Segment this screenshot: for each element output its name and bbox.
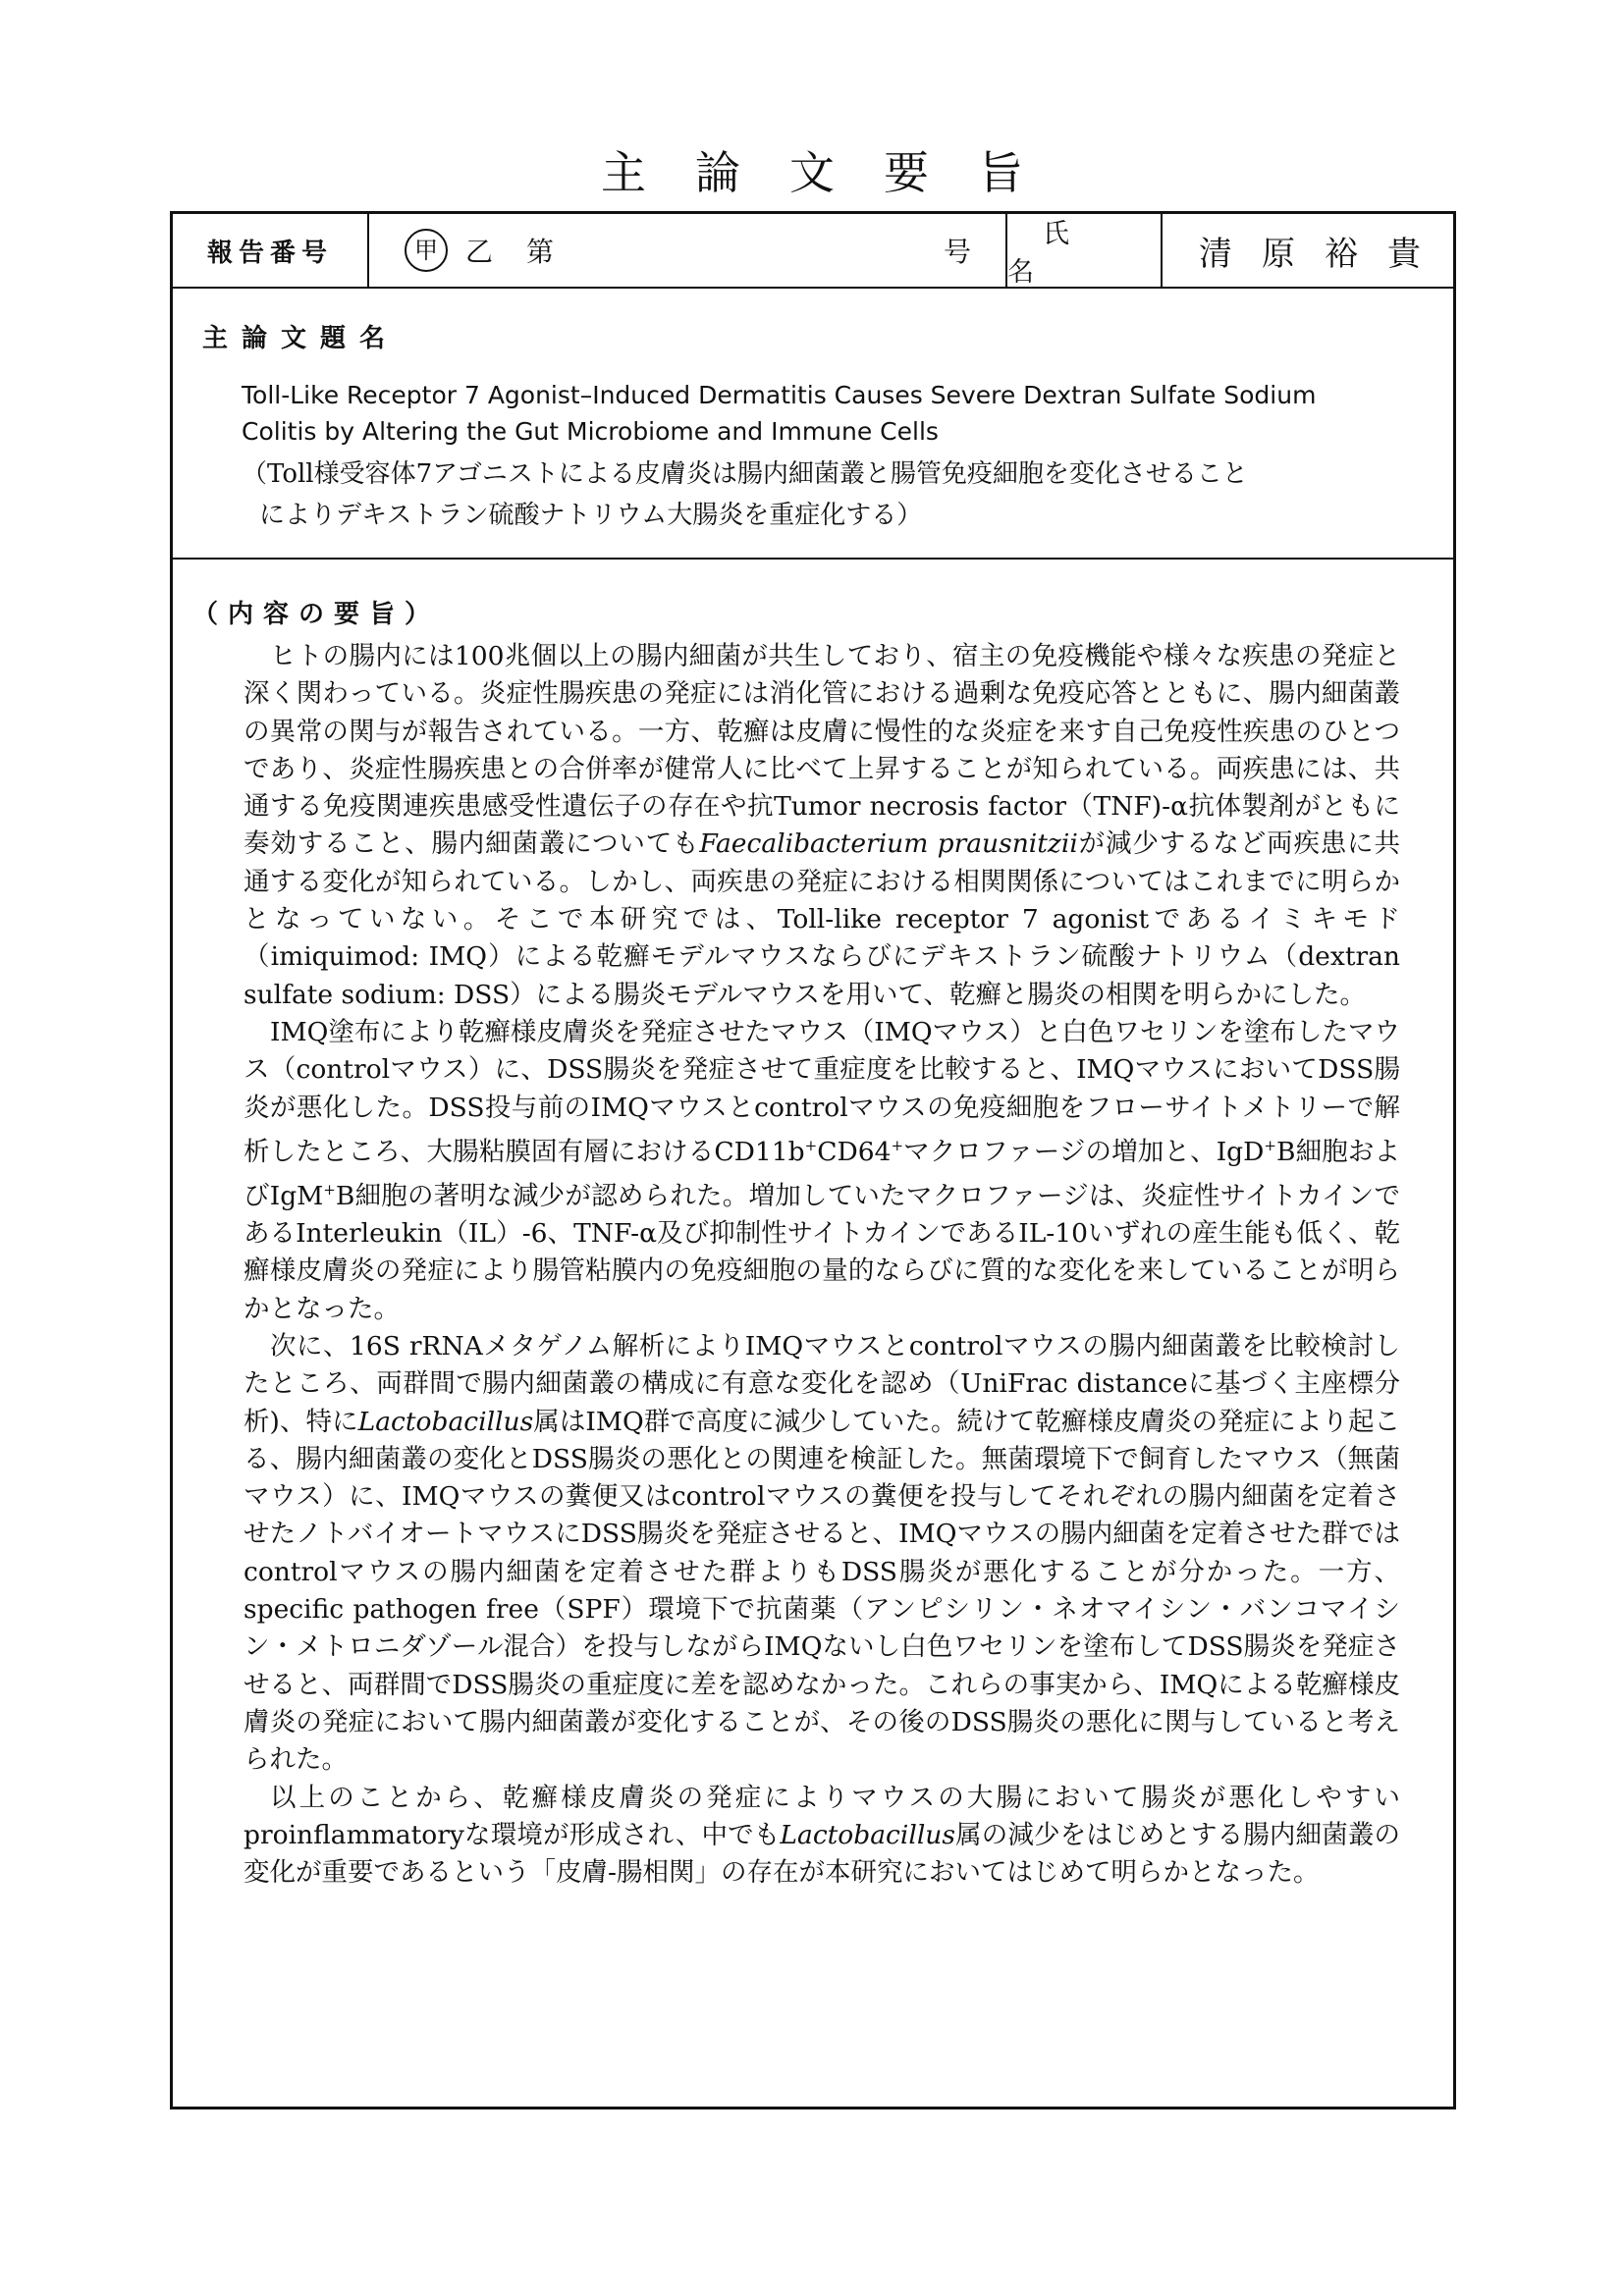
gou-mark: 号 xyxy=(944,236,972,268)
kou-circled-mark: 甲 xyxy=(405,229,448,272)
report-number-label: 報告番号 xyxy=(206,238,333,268)
thesis-title-english xyxy=(242,377,1420,450)
title-ja-line-2: によりデキストラン硫酸ナトリウム大腸炎を重症化する） xyxy=(259,501,923,530)
otsu-mark: 乙 xyxy=(465,236,494,268)
name-label: 氏名 xyxy=(1007,219,1105,288)
title-en-line-2: Colitis by Altering the Gut Microbiome and Immune Cells xyxy=(242,417,939,446)
page-title: 主論文要旨 xyxy=(601,146,1072,199)
thesis-title-japanese xyxy=(242,454,1420,536)
title-en-line-1: Toll-Like Receptor 7 Agonist–Induced Dermatitis Causes Severe Dextran Sulfate Sodium xyxy=(242,381,1317,409)
summary-form xyxy=(170,211,1456,2109)
thesis-title-label: 主論文題名 xyxy=(202,324,400,353)
header-row xyxy=(173,214,1453,289)
summary-label: （内容の要旨） xyxy=(192,600,441,629)
title-ja-line-1: （Toll様受容体7アゴニストによる皮膚炎は腸内細菌叢と腸管免疫細胞を変化させること xyxy=(242,459,1248,489)
summary-paragraph-1: ヒトの腸内には100兆個以上の腸内細菌が共生しており、宿主の免疫機能や様々な疾患の発症と深く関わっている。炎症性腸疾患の発症には消化管における過剰な免疫応答とともに、腸内細菌叢の異常の関与が報告されている。一方、乾癬は皮膚に慢性的な炎症を来す自己免疫性疾患のひとつであり、炎症性腸疾患との合併率が健常人に比べて上昇することが知られている。両疾患には、共通する免疫関連疾患感受性遺伝子の存在や抗Tumor necrosis factor（TNF)-α抗体製剤がともに奏効すること、腸内細菌叢についてもFaecalibacterium prausnitziiが減少するなど両疾患に共通する変化が知られている。しかし、両疾患の発症における相関関係についてはこれまでに明らかとなっていない。そこで本研究では、Toll-like receptor 7 agonistであるイミキモド（imiquimod: IMQ）による乾癬モデルマウスならびにデキストラン硫酸ナトリウム（dextran sulfate sodium: DSS）による腸炎モデルマウスを用いて、乾癬と腸炎の相関を明らかにした。 xyxy=(244,641,1401,1010)
dai-mark: 第 xyxy=(526,236,555,268)
summary-paragraph-3: 次に、16S rRNAメタゲノム解析によりIMQマウスとcontrolマウスの腸内細菌叢を比較検討したところ、両群間で腸内細菌叢の構成に有意な変化を認め（UniFrac distanceに基づく主座標分析)、特にLactobacillus属はIMQ群で高度に減少していた。続けて乾癬様皮膚炎の発症により起こる、腸内細菌叢の変化とDSS腸炎の悪化との関連を検証した。無菌環境下で飼育したマウス（無菌マウス）に、IMQマウスの糞便又はcontrolマウスの糞便を投与してそれぞれの腸内細菌を定着させたノトバイオートマウスにDSS腸炎を発症させると、IMQマウスの腸内細菌を定着させた群ではcontrolマウスの腸内細菌を定着させた群よりもDSS腸炎が悪化することが分かった。一方、specific pathogen free（SPF）環境下で抗菌薬（アンピシリン・ネオマイシン・バンコマイシン・メトロニダゾール混合）を投与しながらIMQないし白色ワセリンを塗布してDSS腸炎を発症させると、両群間でDSS腸炎の重症度に差を認めなかった。これらの事実から、IMQによる乾癬様皮膚炎の発症において腸内細菌叢が変化することが、その後のDSS腸炎の悪化に関与していると考えられた。 xyxy=(244,1331,1401,1776)
report-number-field xyxy=(369,214,1005,287)
thesis-title-row xyxy=(173,289,1453,560)
summary-paragraph-2: IMQ塗布により乾癬様皮膚炎を発症させたマウス（IMQマウス）と白色ワセリンを塗布したマウス（controlマウス）に、DSS腸炎を発症させて重症度を比較すると、IMQマウスにおいてDSS腸炎が悪化した。DSS投与前のIMQマウスとcontrolマウスの免疫細胞をフローサイトメトリーで解析したところ、大腸粘膜固有層におけるCD11b+CD64+マクロファージの増加と、IgD+B細胞およびIgM+B細胞の著明な減少が認められた。増加していたマクロファージは、炎症性サイトカインであるInterleukin（IL）-6、TNF-α及び抑制性サイトカインであるIL-10いずれの産生能も低く、乾癬様皮膚炎の発症により腸管粘膜内の免疫細胞の量的ならびに質的な変化を来していることが明らかとなった。 xyxy=(244,1016,1400,1324)
summary-body xyxy=(244,638,1400,1892)
summary-paragraph-4: 以上のことから、乾癬様皮膚炎の発症によりマウスの大腸において腸炎が悪化しやすいproinflammatoryな環境が形成され、中でもLactobacillus属の減少をはじめとする腸内細菌叢の変化が重要であるという「皮膚-腸相関」の存在が本研究においてはじめて明らかとなった。 xyxy=(244,1782,1400,1889)
author-name: 清原裕貴 xyxy=(1199,234,1450,274)
